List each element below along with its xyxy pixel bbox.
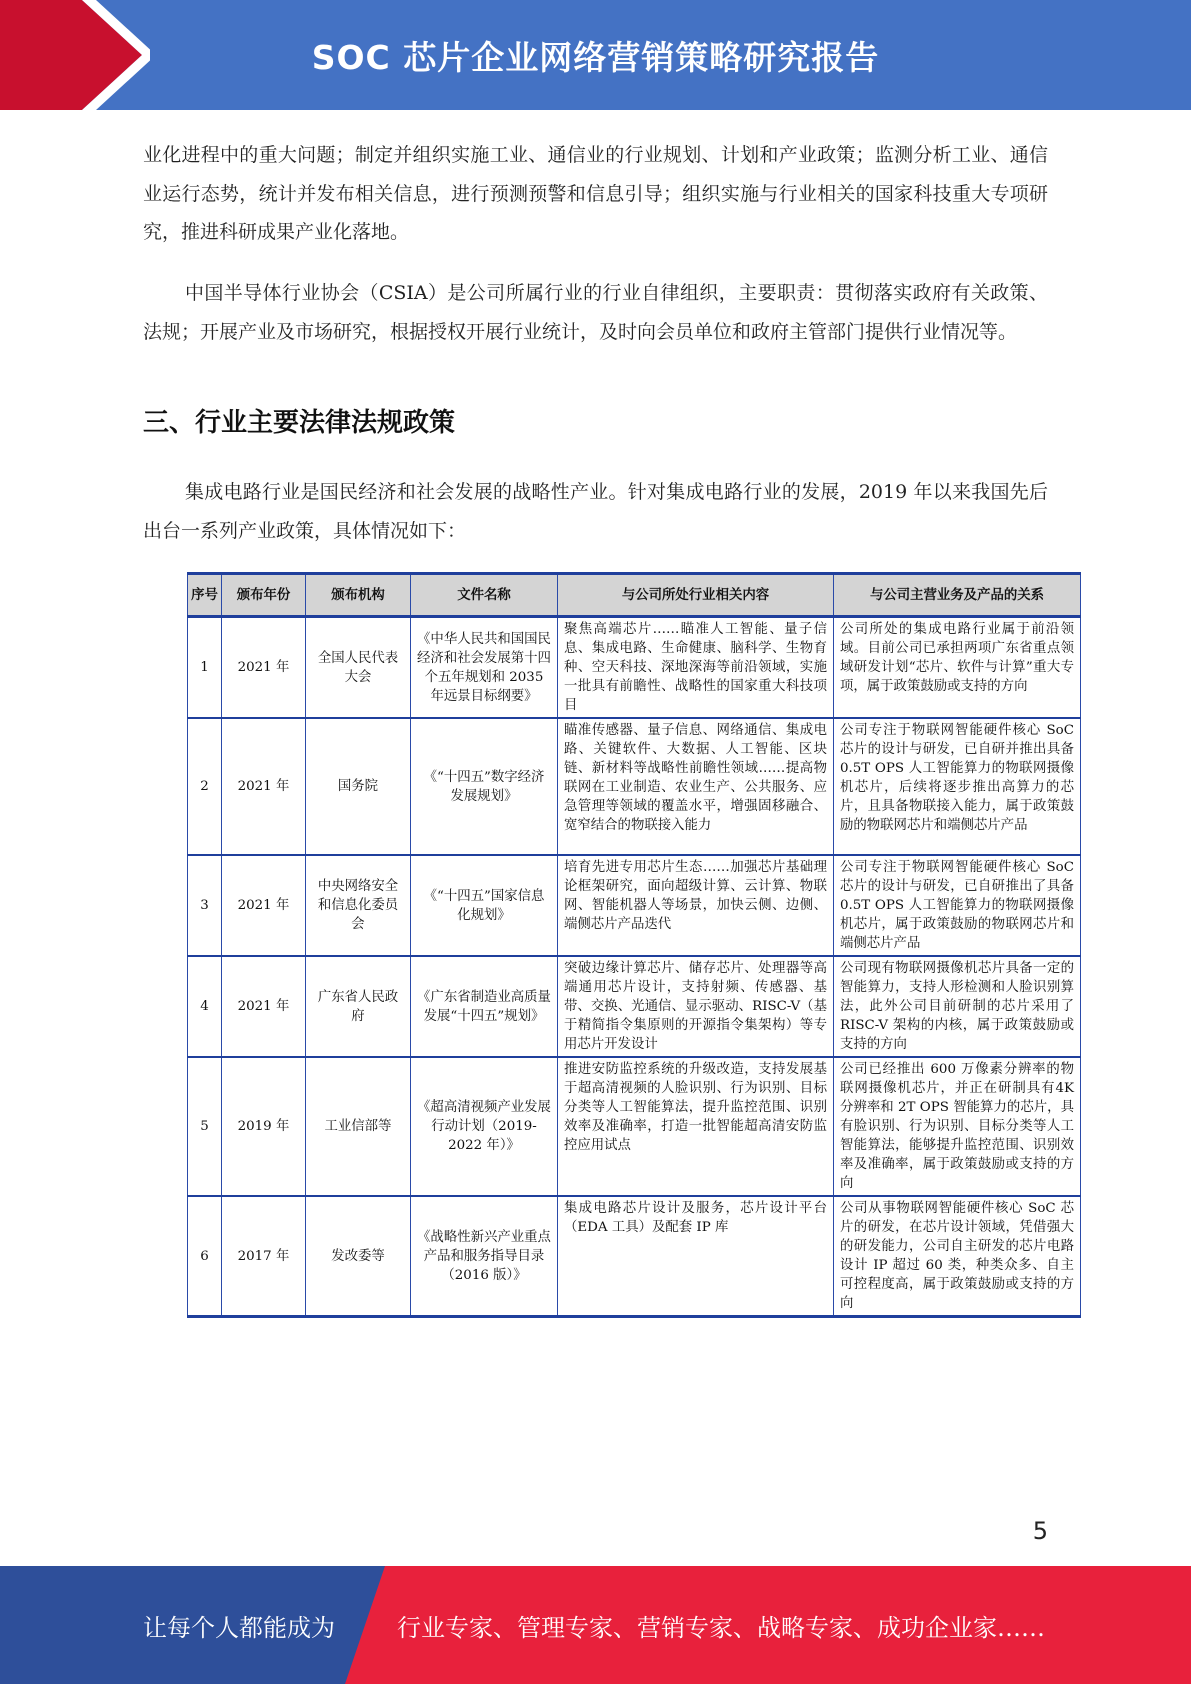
- cell-document: 《广东省制造业高质量发展“十四五”规划》: [411, 956, 558, 1057]
- cell-year: 2019 年: [222, 1057, 306, 1196]
- cell-business-relation: 公司专注于物联网智能硬件核心 SoC 芯片的设计与研发，已自研并推出具备 0.5T OPS 人工智能算力的物联网摄像机芯片，后续将逐步推出高算力的芯片，且具备物联接入能力，属于政策鼓励的物联网芯片和端侧芯片产品: [834, 718, 1081, 855]
- table-row: [188, 1196, 1081, 1317]
- paragraph-ministry-duties: 业化进程中的重大问题；制定并组织实施工业、通信业的行业规划、计划和产业政策；监测分析工业、通信业运行态势，统计并发布相关信息，进行预测预警和信息引导；组织实施与行业相关的国家科技重大专项研究，推进科研成果产业化落地。: [143, 144, 1048, 243]
- cell-document: 《超高清视频产业发展行动计划（2019-2022 年）》: [411, 1057, 558, 1196]
- cell-industry-content: 突破边缘计算芯片、储存芯片、处理器等高端通用芯片设计，支持射频、传感器、基带、交换、光通信、显示驱动、RISC-V（基于精简指令集原则的开源指令集架构）等专用芯片开发设计: [558, 956, 834, 1057]
- cell-industry-content: 集成电路芯片设计及服务，芯片设计平台（EDA 工具）及配套 IP 库: [558, 1196, 834, 1317]
- cell-industry-content: 推进安防监控系统的升级改造，支持发展基于超高清视频的人脸识别、行为识别、目标分类等人工智能算法，提升监控范围、识别效率及准确率，打造一批智能超高清安防监控应用试点: [558, 1057, 834, 1196]
- page-header: [0, 0, 1191, 110]
- cell-agency: 发改委等: [306, 1196, 411, 1317]
- cell-index: 2: [188, 718, 222, 855]
- cell-index: 1: [188, 617, 222, 719]
- table-row: [188, 855, 1081, 956]
- cell-business-relation: 公司所处的集成电路行业属于前沿领域。目前公司已承担两项广东省重点领域研发计划“芯片、软件与计算”重大专项，属于政策鼓励或支持的方向: [834, 617, 1081, 719]
- cell-business-relation: 公司专注于物联网智能硬件核心 SoC 芯片的设计与研发，已自研推出了具备 0.5T OPS 人工智能算力的物联网摄像机芯片，属于政策鼓励的物联网芯片和端侧芯片产品: [834, 855, 1081, 956]
- footer-slogan-lead: 让每个人都能成为: [143, 1613, 335, 1642]
- cell-agency: 工业信部等: [306, 1057, 411, 1196]
- cell-agency: 国务院: [306, 718, 411, 855]
- cell-document: 《“十四五”国家信息化规划》: [411, 855, 558, 956]
- cell-document: 《“十四五”数字经济发展规划》: [411, 718, 558, 855]
- table-row: [188, 1057, 1081, 1196]
- cell-agency: 全国人民代表大会: [306, 617, 411, 719]
- cell-year: 2021 年: [222, 617, 306, 719]
- cell-business-relation: 公司已经推出 600 万像素分辨率的物联网摄像机芯片，并正在研制具有4K 分辨率和 2T OPS 智能算力的芯片，具有脸识别、行为识别、目标分类等人工智能算法，能够提升监控范围、识别效率及准确率，属于政策鼓励或支持的方向: [834, 1057, 1081, 1196]
- header-industry-content: 与公司所处行业相关内容: [558, 574, 834, 617]
- cell-year: 2021 年: [222, 718, 306, 855]
- cell-document: 《战略性新兴产业重点产品和服务指导目录（2016 版）》: [411, 1196, 558, 1317]
- cell-industry-content: 瞄准传感器、量子信息、网络通信、集成电路、关键软件、大数据、人工智能、区块链、新材料等战略性前瞻性领域……提高物联网在工业制造、农业生产、公共服务、应急管理等领域的覆盖水平，增强固移融合、宽窄结合的物联接入能力: [558, 718, 834, 855]
- cell-year: 2021 年: [222, 855, 306, 956]
- header-index: 序号: [188, 574, 222, 617]
- cell-year: 2021 年: [222, 956, 306, 1057]
- table-header-row: [188, 574, 1081, 617]
- cell-document: 《中华人民共和国国民经济和社会发展第十四个五年规划和 2035 年远景目标纲要》: [411, 617, 558, 719]
- cell-agency: 中央网络安全和信息化委员会: [306, 855, 411, 956]
- policy-table: [187, 572, 1081, 1318]
- header-document: 文件名称: [411, 574, 558, 617]
- cell-index: 5: [188, 1057, 222, 1196]
- cell-industry-content: 培育先进专用芯片生态……加强芯片基础理论框架研究，面向超级计算、云计算、物联网、智能机器人等场景，加快云侧、边侧、端侧芯片产品迭代: [558, 855, 834, 956]
- cell-index: 6: [188, 1196, 222, 1317]
- cell-index: 3: [188, 855, 222, 956]
- section-heading: 三、行业主要法律法规政策: [143, 408, 456, 438]
- paragraph-csia: 中国半导体行业协会（CSIA）是公司所属行业的行业自律组织，主要职责：贯彻落实政府有关政策、法规；开展产业及市场研究，根据授权开展行业统计，及时向会员单位和政府主管部门提供行业情况等。: [143, 282, 1048, 343]
- cell-year: 2017 年: [222, 1196, 306, 1317]
- cell-agency: 广东省人民政府: [306, 956, 411, 1057]
- cell-business-relation: 公司现有物联网摄像机芯片具备一定的智能算力，支持人形检测和人脸识别算法，此外公司目前研制的芯片采用了 RISC-V 架构的内核，属于政策鼓励或支持的方向: [834, 956, 1081, 1057]
- cell-index: 4: [188, 956, 222, 1057]
- header-agency: 颁布机构: [306, 574, 411, 617]
- cell-business-relation: 公司从事物联网智能硬件核心 SoC 芯片的研发，在芯片设计领域，凭借强大的研发能力，公司自主研发的芯片电路设计 IP 超过 60 类，种类众多、自主可控程度高，属于政策鼓励或支持的方向: [834, 1196, 1081, 1317]
- table-row: [188, 617, 1081, 719]
- header-year: 颁布年份: [222, 574, 306, 617]
- table-row: [188, 718, 1081, 855]
- report-title: SOC 芯片企业网络营销策略研究报告: [311, 37, 880, 77]
- cell-industry-content: 聚焦高端芯片……瞄准人工智能、量子信息、集成电路、生命健康、脑科学、生物育种、空天科技、深地深海等前沿领域，实施一批具有前瞻性、战略性的国家重大科技项目: [558, 617, 834, 719]
- paragraph-policy-intro: 集成电路行业是国民经济和社会发展的战略性产业。针对集成电路行业的发展，2019 年以来我国先后出台一系列产业政策，具体情况如下：: [143, 481, 1048, 542]
- page-footer: [0, 1566, 1191, 1684]
- footer-slogan-roles: 行业专家、管理专家、营销专家、战略专家、成功企业家……: [397, 1613, 1045, 1642]
- table-row: [188, 956, 1081, 1057]
- page-number: 5: [1032, 1517, 1048, 1545]
- header-business-relation: 与公司主营业务及产品的关系: [834, 574, 1081, 617]
